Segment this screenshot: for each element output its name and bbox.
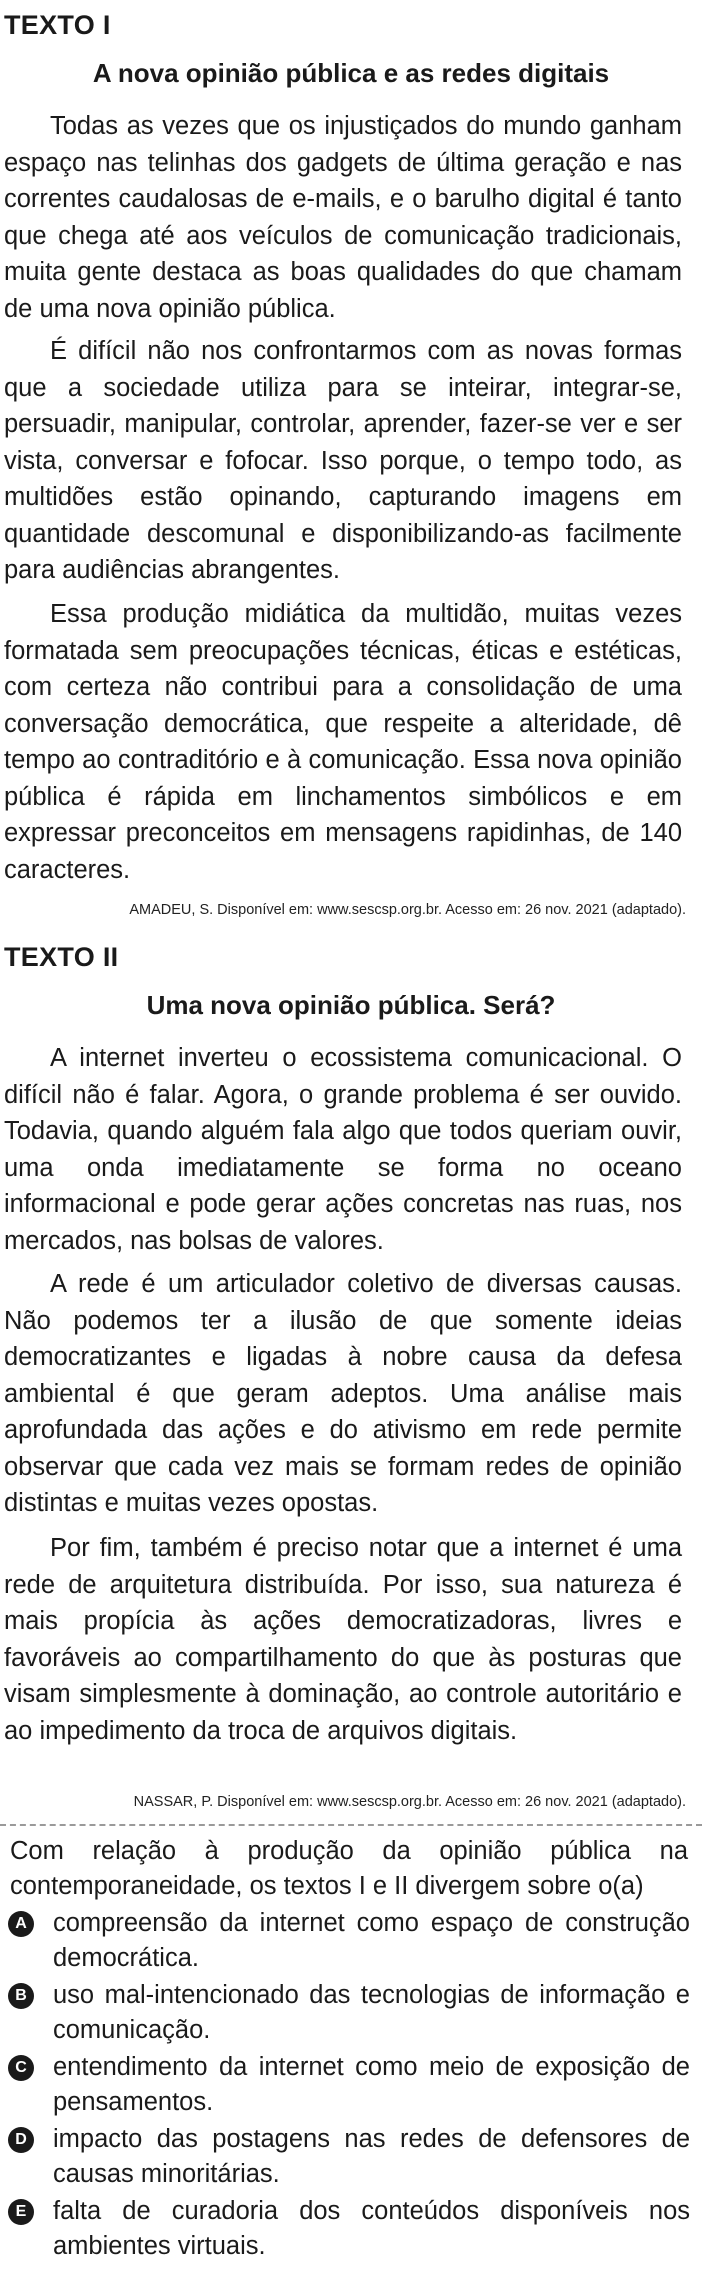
alternative-a-badge: A xyxy=(8,1911,34,1937)
alternative-b-badge: B xyxy=(8,1983,34,2009)
alternative-d-badge: D xyxy=(8,2127,34,2153)
alternative-a-text: compreensão da internet como espaço de construção democrática. xyxy=(53,1909,690,1972)
alternative-e-text: falta de curadoria dos conteúdos disponíveis nos ambientes virtuais. xyxy=(53,2197,690,2260)
texto1-title: A nova opinião pública e as redes digitais xyxy=(92,58,610,88)
texto2-paragraph-1: A internet inverteu o ecossistema comunicacional. O difícil não é falar. Agora, o grande problema é ser ouvido. Todavia, quando alguém fala algo que todos queriam ouvir, uma onda imediatamente se forma no oceano informacional e pode gerar ações concretas nas ruas, nos mercados, nas bolsas de valores. xyxy=(4,1044,682,1255)
alternative-d[interactable] xyxy=(8,2122,690,2192)
alternative-b[interactable] xyxy=(8,1978,690,2048)
alternative-d-text: impacto das postagens nas redes de defensores de causas minoritárias. xyxy=(53,2125,690,2188)
question-stem: Com relação à produção da opinião pública na contemporaneidade, os textos I e II divergem sobre o(a) xyxy=(10,1837,688,1900)
texto1-paragraph-3: Essa produção midiática da multidão, muitas vezes formatada sem preocupações técnicas, éticas e estéticas, com certeza não contribui para a consolidação de uma conversação democrática, que respeite a alteridade, dê tempo ao contraditório e à comunicação. Essa nova opinião pública é rápida em linchamentos simbólicos e em expressar preconceitos em mensagens rapidinhas, de 140 caracteres. xyxy=(4,600,682,884)
alternative-c-badge: C xyxy=(8,2055,34,2081)
texto2-source: NASSAR, P. Disponível em: www.sescsp.org.br. Acesso em: 26 nov. 2021 (adaptado). xyxy=(133,1794,686,1810)
texto1-paragraph-2: É difícil não nos confrontarmos com as novas formas que a sociedade utiliza para se inteirar, integrar-se, persuadir, manipular, controlar, aprender, fazer-se ver e ser vista, conversar e fofocar. Isso porque, o tempo todo, as multidões estão opinando, capturando imagens em quantidade descomunal e disponibilizando-as facilmente para audiências abrangentes. xyxy=(4,337,682,584)
texto1-label: TEXTO I xyxy=(4,10,111,40)
alternative-c-text: entendimento da internet como meio de exposição de pensamentos. xyxy=(53,2053,690,2116)
texto2-paragraph-3: Por fim, também é preciso notar que a internet é uma rede de arquitetura distribuída. Por isso, sua natureza é mais propícia às ações democratizadoras, livres e favoráveis ao compartilhamento do que às posturas que visam simplesmente à dominação, ao controle autoritário e ao impedimento da troca de arquivos digitais. xyxy=(4,1534,682,1745)
alternative-c[interactable] xyxy=(8,2050,690,2120)
alternative-b-text: uso mal-intencionado das tecnologias de informação e comunicação. xyxy=(53,1981,690,2044)
texto1-paragraph-1: Todas as vezes que os injustiçados do mundo ganham espaço nas telinhas dos gadgets de última geração e nas correntes caudalosas de e-mails, e o barulho digital é tanto que chega até aos veículos de comunicação tradicionais, muita gente destaca as boas qualidades do que chamam de uma nova opinião pública. xyxy=(4,112,682,323)
texto2-label: TEXTO II xyxy=(4,942,119,972)
texto1-source: AMADEU, S. Disponível em: www.sescsp.org.br. Acesso em: 26 nov. 2021 (adaptado). xyxy=(129,902,686,918)
section-divider xyxy=(0,1824,702,1826)
texto2-title: Uma nova opinião pública. Será? xyxy=(146,990,556,1020)
alternative-e[interactable] xyxy=(8,2194,690,2264)
alternative-e-badge: E xyxy=(8,2199,34,2225)
texto2-paragraph-2: A rede é um articulador coletivo de diversas causas. Não podemos ter a ilusão de que somente ideias democratizantes e ligadas à nobre causa da defesa ambiental é que geram adeptos. Uma análise mais aprofundada das ações e do ativismo em rede permite observar que cada vez mais se formam redes de opinião distintas e muitas vezes opostas. xyxy=(4,1270,682,1517)
alternative-a[interactable] xyxy=(8,1906,690,1976)
